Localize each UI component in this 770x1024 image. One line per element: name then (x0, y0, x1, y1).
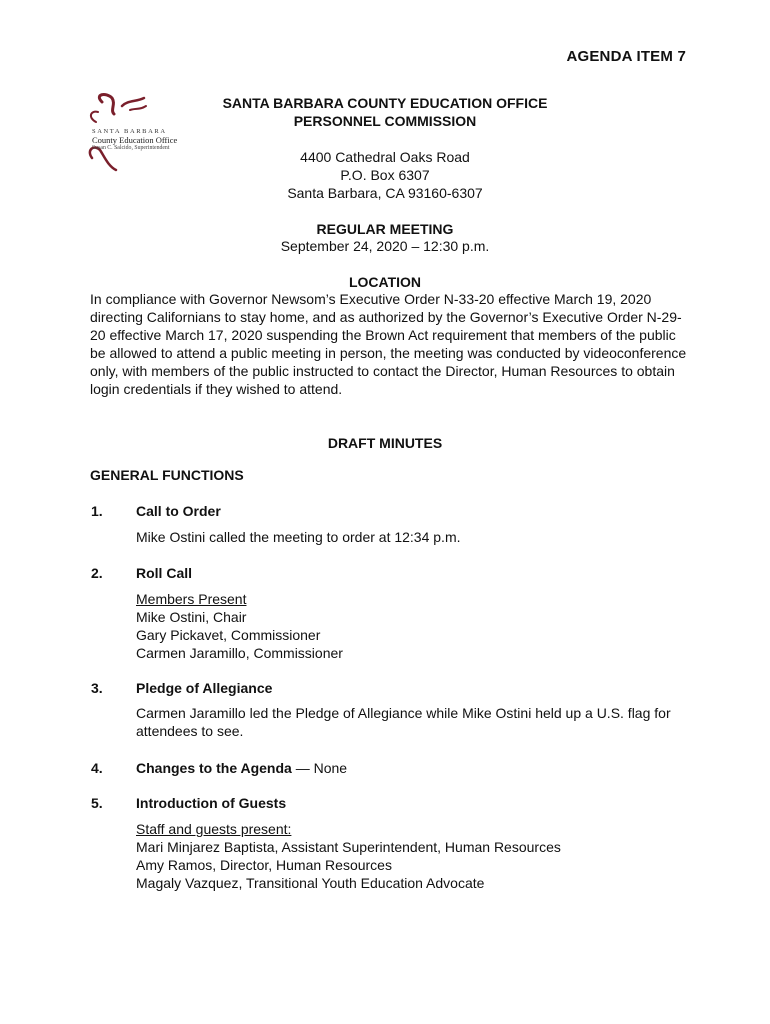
item-1-title: Call to Order (136, 503, 221, 519)
meeting-date: September 24, 2020 – 12:30 p.m. (280, 238, 490, 254)
guest-item: Magaly Vazquez, Transitional Youth Education Advocate (136, 875, 485, 891)
meeting-type: REGULAR MEETING (316, 221, 454, 237)
item-3-title: Pledge of Allegiance (136, 680, 273, 696)
item-4-title: Changes to the Agenda (136, 760, 292, 776)
commission-title: PERSONNEL COMMISSION (293, 113, 477, 129)
location-heading: LOCATION (348, 274, 422, 290)
members-present-label: Members Present (136, 591, 247, 607)
item-1-text: Mike Ostini called the meeting to order at 12:34 p.m. (136, 529, 461, 545)
address-line-1: 4400 Cathedral Oaks Road (300, 149, 470, 165)
item-2-number: 2. (91, 565, 103, 581)
item-2-title: Roll Call (136, 565, 193, 581)
item-4-suffix: — None (291, 760, 348, 776)
member-item: Gary Pickavet, Commissioner (136, 627, 321, 643)
draft-minutes-heading: DRAFT MINUTES (327, 435, 443, 451)
guest-item: Amy Ramos, Director, Human Resources (136, 857, 392, 873)
logo-superintendent: Susan C. Salcido, Superintendent (92, 145, 170, 151)
item-1-number: 1. (91, 503, 103, 519)
logo-santa-barbara: SANTA BARBARA (92, 128, 167, 135)
guests-present-label: Staff and guests present: (136, 821, 292, 837)
item-4-line (136, 760, 347, 776)
address-line-2: P.O. Box 6307 (340, 167, 430, 183)
member-item: Carmen Jaramillo, Commissioner (136, 645, 343, 661)
item-4-number: 4. (91, 760, 103, 776)
item-3-number: 3. (91, 680, 103, 696)
item-5-title: Introduction of Guests (136, 795, 287, 811)
general-functions-heading: GENERAL FUNCTIONS (90, 467, 244, 483)
org-title: SANTA BARBARA COUNTY EDUCATION OFFICE (222, 95, 548, 111)
item-5-number: 5. (91, 795, 103, 811)
guest-item: Mari Minjarez Baptista, Assistant Superintendent, Human Resources (136, 839, 561, 855)
logo-office-name: County Education Office (92, 135, 178, 145)
agenda-item-label: AGENDA ITEM 7 (566, 48, 686, 65)
location-text: In compliance with Governor Newsom’s Executive Order N-33-20 effective March 19, 2020 directing Californians to stay home, and as authorized by the Governor’s Executive Order N-29-20 effective March 17, 2020 suspending the Brown Act requirement that members of the public be allowed to attend a public meeting in person, the meeting was conducted by videoconference only, with members of the public instructed to contact the Director, Human Resources to obtain login credentials if they wished to attend. (90, 291, 687, 397)
address-line-3: Santa Barbara, CA 93160-6307 (287, 185, 483, 201)
member-item: Mike Ostini, Chair (136, 609, 247, 625)
item-3-text: Carmen Jaramillo led the Pledge of Allegiance while Mike Ostini held up a U.S. flag for attendees to see. (136, 705, 671, 739)
